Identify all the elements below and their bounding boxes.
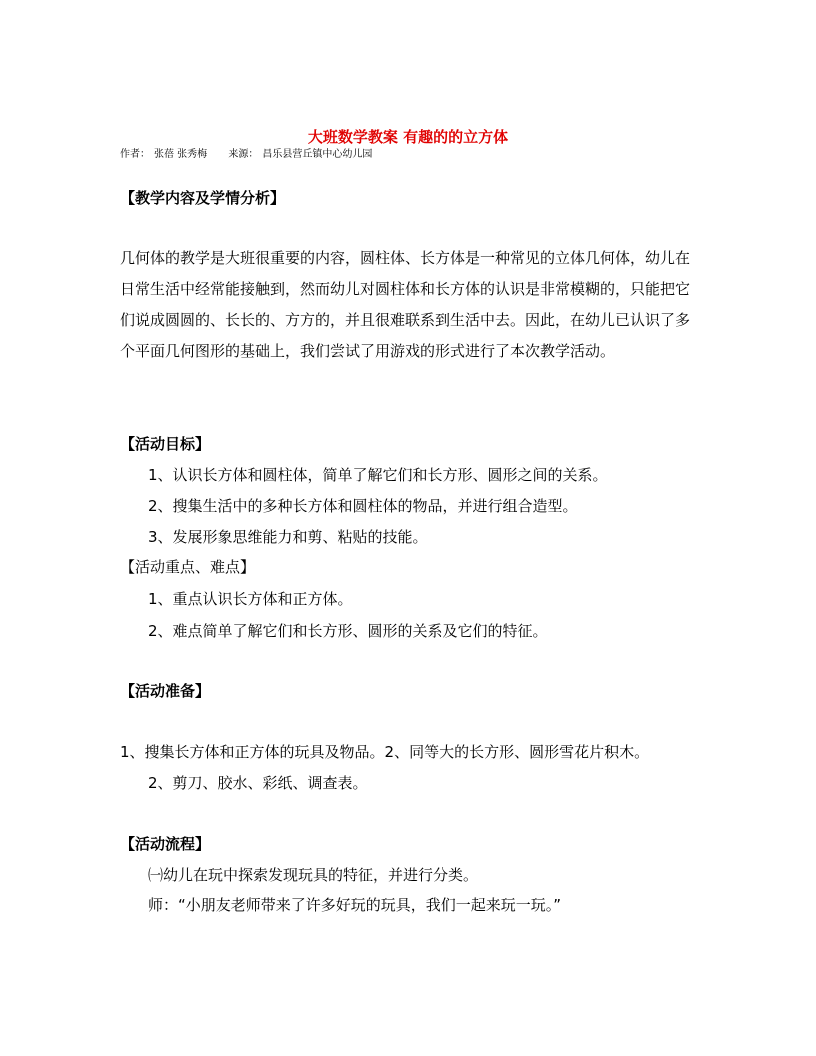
heading-process: 【活动流程】 <box>120 835 211 853</box>
key-point-item-1: 1、重点认识长方体和正方体。 <box>148 590 353 608</box>
document-title: 大班数学教案 有趣的的立方体 <box>307 128 509 146</box>
heading-goals: 【活动目标】 <box>120 435 211 453</box>
preparation-item-2: 2、剪刀、胶水、彩纸、调查表。 <box>148 774 368 792</box>
author-label: 作者： <box>120 149 150 160</box>
process-item-2: 师：“小朋友老师带来了许多好玩的玩具，我们一起来玩一玩。” <box>148 896 562 914</box>
source-name: 昌乐县营丘镇中心幼儿园 <box>262 149 373 160</box>
byline <box>120 149 376 161</box>
goal-item-2: 2、搜集生活中的多种长方体和圆柱体的物品，并进行组合造型。 <box>148 497 578 515</box>
source-label: 来源： <box>228 149 259 160</box>
author-names: 张蓓 张秀梅 <box>154 149 208 160</box>
goal-item-3: 3、发展形象思维能力和剪、粘贴的技能。 <box>148 528 428 546</box>
goal-item-1: 1、认识长方体和圆柱体，简单了解它们和长方形、圆形之间的关系。 <box>148 466 608 484</box>
heading-key-points: 【活动重点、难点】 <box>120 558 256 576</box>
preparation-item-1: 1、搜集长方体和正方体的玩具及物品。2、同等大的长方形、圆形雪花片积木。 <box>120 743 650 761</box>
heading-content-analysis: 【教学内容及学情分析】 <box>120 189 286 207</box>
paragraph-content-analysis: 几何体的教学是大班很重要的内容，圆柱体、长方体是一种常见的立体几何体，幼儿在日常生活中经常能接触到，然而幼儿对圆柱体和长方体的认识是非常模糊的，只能把它们说成圆圆的、长长的、方方的，并且很难联系到生活中去。因此，在幼儿已认识了多个平面几何图形的基础上，我们尝试了用游戏的形式进行了本次教学活动。 <box>120 249 691 360</box>
process-item-1: ㈠幼儿在玩中探索发现玩具的特征，并进行分类。 <box>148 866 479 884</box>
heading-preparation: 【活动准备】 <box>120 682 211 700</box>
key-point-item-2: 2、难点简单了解它们和长方形、圆形的关系及它们的特征。 <box>148 622 548 640</box>
